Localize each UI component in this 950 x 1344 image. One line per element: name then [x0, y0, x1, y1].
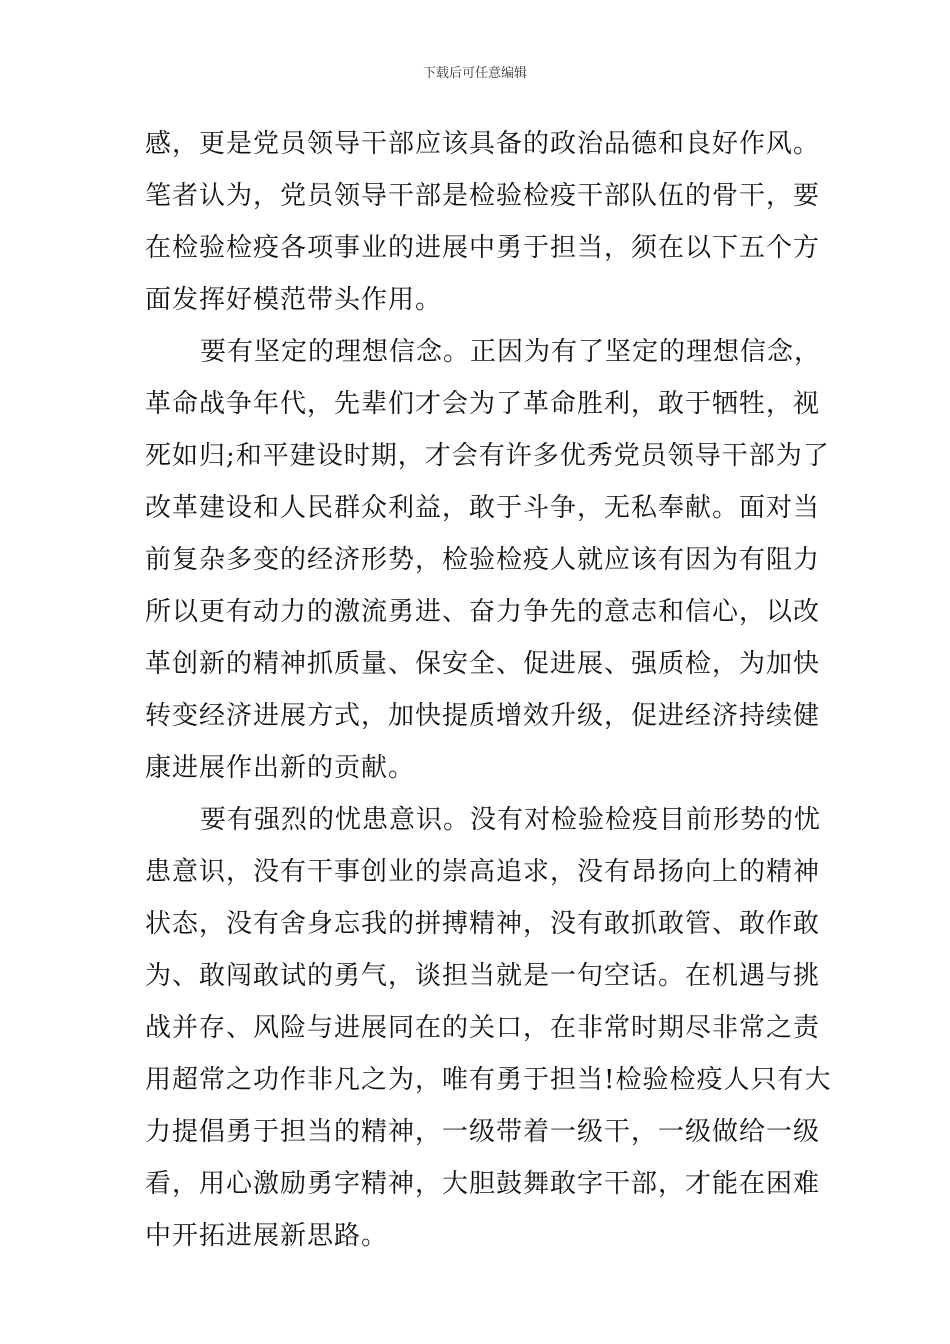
paragraph-line: 前复杂多变的经济形势，检验检疫人就应该有因为有阻力 — [145, 545, 821, 575]
paragraph-line: 革创新的精神抓质量、保安全、促进展、强质检，为加快 — [145, 649, 821, 679]
paragraph-line: 转变经济进展方式，加快提质增效升级，促进经济持续健 — [145, 701, 821, 731]
paragraph-line: 为、敢闯敢试的勇气，谈担当就是一句空话。在机遇与挑 — [145, 961, 821, 991]
paragraph-2 — [145, 326, 830, 794]
paragraph-line: 康进展作出新的贡献。 — [145, 753, 416, 783]
paragraph-line: 面发挥好模范带头作用。 — [145, 285, 443, 315]
paragraph-line: 力提倡勇于担当的精神，一级带着一级干，一级做给一级 — [145, 1117, 821, 1147]
paragraph-1 — [145, 118, 821, 326]
paragraph-line: 看，用心激励勇字精神，大胆鼓舞敢字干部，才能在困难 — [145, 1169, 821, 1199]
paragraph-line: 要有坚定的理想信念。正因为有了坚定的理想信念， — [200, 337, 822, 367]
paragraph-line: 笔者认为，党员领导干部是检验检疫干部队伍的骨干，要 — [145, 181, 821, 211]
paragraph-line: 用超常之功作非凡之为，唯有勇于担当!检验检疫人只有大 — [145, 1065, 832, 1095]
paragraph-line: 战并存、风险与进展同在的关口，在非常时期尽非常之责 — [145, 1013, 821, 1043]
paragraph-line: 状态，没有舍身忘我的拼搏精神，没有敢抓敢管、敢作敢 — [145, 909, 821, 939]
paragraph-line: 死如归;和平建设时期，才会有许多优秀党员领导干部为了 — [145, 441, 830, 471]
paragraph-line: 患意识，没有干事创业的崇高追求，没有昂扬向上的精神 — [145, 857, 821, 887]
page-header: 下载后可任意编辑 — [422, 66, 527, 81]
paragraph-3 — [145, 794, 832, 1262]
paragraph-line: 要有强烈的忧患意识。没有对检验检疫目前形势的忧 — [200, 805, 822, 835]
paragraph-line: 中开拓进展新思路。 — [145, 1221, 389, 1251]
paragraph-line: 所以更有动力的激流勇进、奋力争先的意志和信心，以改 — [145, 597, 821, 627]
paragraph-line: 革命战争年代，先辈们才会为了革命胜利，敢于牺牲，视 — [145, 389, 821, 419]
document-body — [145, 118, 832, 1262]
paragraph-line: 感，更是党员领导干部应该具备的政治品德和良好作风。 — [145, 129, 821, 159]
paragraph-line: 在检验检疫各项事业的进展中勇于担当，须在以下五个方 — [145, 233, 821, 263]
paragraph-line: 改革建设和人民群众利益，敢于斗争，无私奉献。面对当 — [145, 493, 821, 523]
